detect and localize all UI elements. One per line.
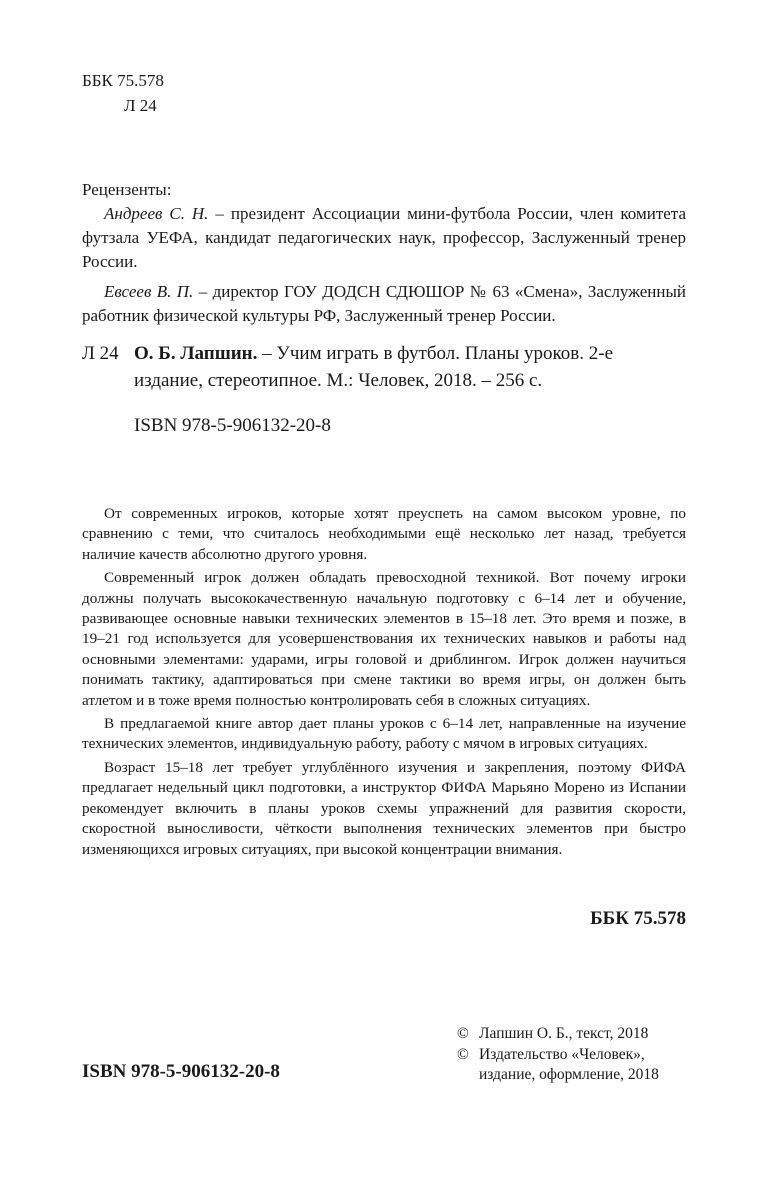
entry-body <box>134 340 686 439</box>
catalog-entry <box>82 340 686 439</box>
bbk-code: ББК 75.578 <box>82 71 164 90</box>
reviewer-1-text: – президент Ассоциации мини-футбола России, член комитета футзала УЕФА, кандидат педагогических наук, профессор, Заслуженный тренер России. <box>82 204 686 271</box>
copyright-icon: © <box>457 1045 469 1063</box>
reviewer-1 <box>82 202 686 274</box>
entry-description <box>134 340 686 394</box>
copyright-text-1: Лапшин О. Б., текст, 2018 <box>479 1025 649 1042</box>
copyright-text-2: Издательство «Человек», издание, оформление, 2018 <box>479 1045 659 1083</box>
entry-code: Л 24 <box>82 343 119 364</box>
abstract-paragraph-4: Возраст 15–18 лет требует углублённого изучения и закрепления, поэтому ФИФА предлагает недельный цикл подготовки, а инструктор ФИФА Марьяно Морено из Испании рекомендует включить в планы уроков схемы упражнений для развития скорости, скоростной выносливости, чёткости выполнения технических элементов при быстро изменяющихся игровых ситуациях, при высокой концентрации внимания. <box>82 758 686 858</box>
reviewers-heading: Рецензенты: <box>82 180 172 199</box>
copyright-icon: © <box>457 1025 469 1042</box>
reviewer-2-text: – директор ГОУ ДОДСН СДЮШОР № 63 «Смена», Заслуженный работник физической культуры РФ, Заслуженный тренер России. <box>82 282 686 325</box>
reviewer-2 <box>82 280 686 328</box>
copyright-line-1 <box>457 1024 687 1045</box>
copyright-line-2 <box>457 1045 687 1086</box>
abstract-paragraph-3: В предлагаемой книге автор дает планы уроков с 6–14 лет, направленные на изучение технических элементов, индивидуальную работу, работу с мячом в игровых ситуациях. <box>82 715 686 753</box>
bbk-footer: ББК 75.578 <box>590 908 686 929</box>
abstract-paragraph-1: От современных игроков, которые хотят преуспеть на самом высоком уровне, по сравнению с теми, что считалось необходимыми ещё несколько лет назад, требуется наличие качеств абсолютно другого уровня. <box>82 505 686 563</box>
bbk-header <box>82 68 164 118</box>
isbn-footer: ISBN 978-5-906132-20-8 <box>82 1061 280 1082</box>
author-mark: Л 24 <box>124 96 157 115</box>
entry-isbn: ISBN 978-5-906132-20-8 <box>134 415 331 436</box>
abstract-paragraph-2: Современный игрок должен обладать превосходной техникой. Вот почему игроки должны получать высококачественную начальную подготовку с 6–14 лет и обучение, развивающее основные навыки технических элементов в 15–18 лет. Это время и позже, в 19–21 год используется для усовершенствования их технических навыков и работы над основными элементами: ударами, игры головой и дриблингом. Игрок должен научиться понимать тактику, адаптироваться при смене тактики во время игры, он должен быть атлетом и в тоже время полностью контролировать себя в сложных ситуациях. <box>82 569 686 709</box>
abstract <box>82 504 686 863</box>
entry-author: О. Б. Лапшин. <box>134 343 258 364</box>
copyright-block <box>457 1024 687 1086</box>
reviewers-section <box>82 178 686 328</box>
reviewer-2-name: Евсеев В. П. <box>104 282 194 301</box>
entry-title: – Учим играть в футбол. Планы уроков. 2-е издание, стереотипное. М.: Человек, 2018. – 256 с. <box>134 343 614 391</box>
reviewer-1-name: Андреев С. Н. <box>104 204 209 223</box>
